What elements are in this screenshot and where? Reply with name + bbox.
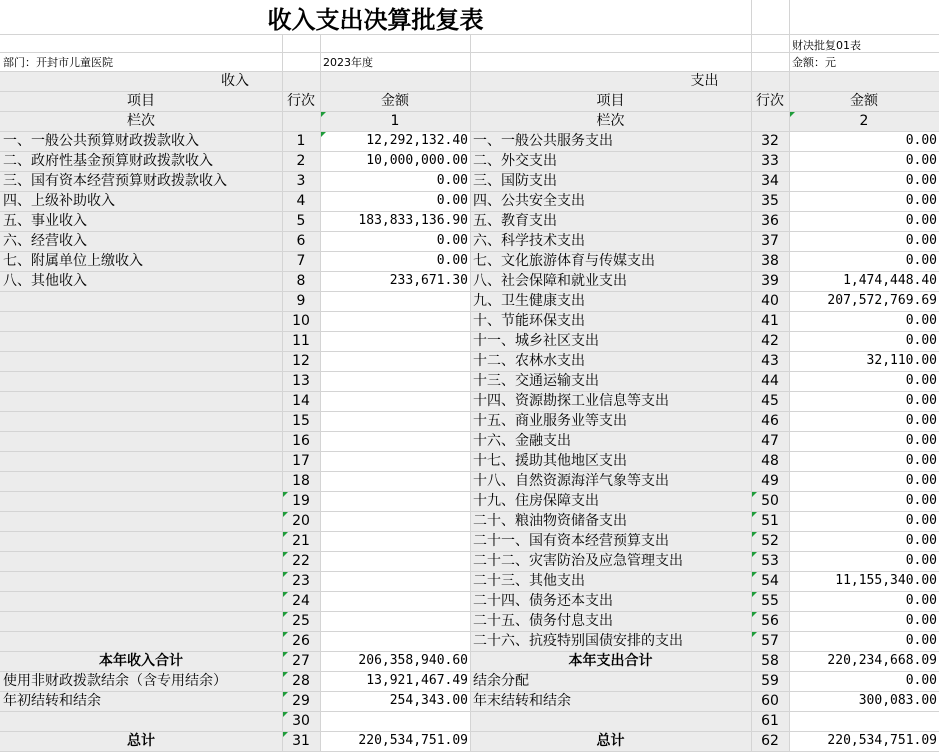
income-item-cell bbox=[0, 571, 282, 591]
expense-rowno-cell: 51 bbox=[761, 513, 779, 529]
expense-item-cell: 十三、交通运输支出 bbox=[473, 373, 599, 389]
income-rowno-cell: 18 bbox=[292, 473, 310, 489]
expense-amount-cell: 0.00 bbox=[905, 233, 937, 248]
income-rowno-cell: 30 bbox=[292, 713, 310, 729]
cell-note-marker bbox=[283, 492, 288, 497]
income-item-cell: 使用非财政拨款结余（含专用结余） bbox=[3, 673, 227, 689]
income-rowno-cell: 8 bbox=[296, 273, 306, 289]
expense-rowno-cell: 57 bbox=[761, 633, 779, 649]
income-rowno-cell: 29 bbox=[292, 693, 310, 709]
income-amount-cell: 206,358,940.60 bbox=[358, 653, 468, 668]
income-rowno-cell: 23 bbox=[292, 573, 310, 589]
income-rowno-cell: 9 bbox=[296, 293, 306, 309]
income-rowno-header: 行次 bbox=[287, 93, 315, 109]
cell-note-marker bbox=[283, 732, 288, 737]
expense-item-cell: 二十五、债务付息支出 bbox=[473, 613, 613, 629]
expense-item-cell: 二十一、国有资本经营预算支出 bbox=[473, 533, 669, 549]
income-section-header: 收入 bbox=[221, 73, 249, 89]
expense-amount-cell: 0.00 bbox=[905, 453, 937, 468]
expense-item-cell: 结余分配 bbox=[473, 673, 529, 689]
income-rowno-cell: 26 bbox=[292, 633, 310, 649]
income-item-cell bbox=[0, 411, 282, 431]
income-item-cell bbox=[0, 451, 282, 471]
income-amount-cell bbox=[320, 471, 470, 491]
expense-item-cell: 二十四、债务还本支出 bbox=[473, 593, 613, 609]
income-amount-cell bbox=[320, 591, 470, 611]
expense-rowno-cell: 61 bbox=[761, 713, 779, 729]
expense-rowno-cell: 54 bbox=[761, 573, 779, 589]
income-item-cell: 六、经营收入 bbox=[3, 233, 87, 249]
income-rowno-cell: 15 bbox=[292, 413, 310, 429]
cell-note-marker bbox=[752, 572, 757, 577]
income-amount-cell bbox=[320, 511, 470, 531]
page-title: 收入支出决算批复表 bbox=[267, 5, 484, 34]
expense-rowno-cell: 52 bbox=[761, 533, 779, 549]
expense-item-cell: 二、外交支出 bbox=[473, 153, 557, 169]
income-amount-cell: 254,343.00 bbox=[389, 693, 468, 708]
expense-amount-cell: 0.00 bbox=[905, 193, 937, 208]
expense-rowno-cell: 46 bbox=[761, 413, 779, 429]
expense-item-cell: 二十六、抗疫特别国债安排的支出 bbox=[473, 633, 683, 649]
expense-rowno-header: 行次 bbox=[756, 93, 784, 109]
income-rowno-cell: 6 bbox=[296, 233, 306, 249]
expense-item-cell: 十六、金融支出 bbox=[473, 433, 571, 449]
expense-item-cell bbox=[470, 711, 751, 731]
income-rowno-cell: 25 bbox=[292, 613, 310, 629]
expense-amount-cell: 0.00 bbox=[905, 173, 937, 188]
expense-amount-cell: 0.00 bbox=[905, 613, 937, 628]
department-label: 部门：开封市儿童医院 bbox=[3, 56, 113, 69]
income-amount-cell: 10,000,000.00 bbox=[366, 153, 468, 168]
income-rowno-cell: 17 bbox=[292, 453, 310, 469]
income-amount-cell: 0.00 bbox=[436, 173, 468, 188]
expense-item-cell: 十、节能环保支出 bbox=[473, 313, 585, 329]
expense-rowno-cell: 48 bbox=[761, 453, 779, 469]
income-rowno-cell: 16 bbox=[292, 433, 310, 449]
income-rowno-cell: 24 bbox=[292, 593, 310, 609]
income-item-cell bbox=[0, 331, 282, 351]
expense-amount-header: 金额 bbox=[850, 93, 878, 109]
income-amount-cell bbox=[320, 551, 470, 571]
income-item-cell bbox=[0, 631, 282, 651]
income-amount-cell: 0.00 bbox=[436, 193, 468, 208]
expense-item-cell: 四、公共安全支出 bbox=[473, 193, 585, 209]
income-rowno-cell: 1 bbox=[296, 133, 306, 149]
expense-item-cell: 十九、住房保障支出 bbox=[473, 493, 599, 509]
expense-item-cell: 十八、自然资源海洋气象等支出 bbox=[473, 473, 669, 489]
expense-item-cell: 十一、城乡社区支出 bbox=[473, 333, 599, 349]
cell-note-marker bbox=[321, 132, 326, 137]
expense-amount-cell: 0.00 bbox=[905, 313, 937, 328]
income-amount-cell: 233,671.30 bbox=[389, 273, 468, 288]
income-rowno-cell: 4 bbox=[296, 193, 306, 209]
income-rowno-cell: 14 bbox=[292, 393, 310, 409]
income-item-cell: 八、其他收入 bbox=[3, 273, 87, 289]
expense-rowno-cell: 36 bbox=[761, 213, 779, 229]
income-rowno-cell: 12 bbox=[292, 353, 310, 369]
income-rowno-cell: 22 bbox=[292, 553, 310, 569]
cell-note-marker bbox=[321, 112, 326, 117]
income-item-cell: 五、事业收入 bbox=[3, 213, 87, 229]
cell-note-marker bbox=[752, 552, 757, 557]
income-item-cell bbox=[0, 531, 282, 551]
expense-amount-cell: 0.00 bbox=[905, 133, 937, 148]
income-item-cell bbox=[0, 511, 282, 531]
expense-rowno-cell: 32 bbox=[761, 133, 779, 149]
expense-rowno-cell: 55 bbox=[761, 593, 779, 609]
income-rowno-cell: 27 bbox=[292, 653, 310, 669]
expense-amount-cell: 1,474,448.40 bbox=[843, 273, 937, 288]
income-rowno-cell: 11 bbox=[292, 333, 310, 349]
income-item-cell: 二、政府性基金预算财政拨款收入 bbox=[3, 153, 213, 169]
cell-note-marker bbox=[283, 632, 288, 637]
expense-rowno-cell: 42 bbox=[761, 333, 779, 349]
expense-lanci-number: 2 bbox=[859, 113, 869, 129]
income-item-cell bbox=[0, 351, 282, 371]
income-rowno-cell: 28 bbox=[292, 673, 310, 689]
expense-rowno-cell: 58 bbox=[761, 653, 779, 669]
expense-item-cell: 三、国防支出 bbox=[473, 173, 557, 189]
income-item-cell bbox=[0, 491, 282, 511]
cell-note-marker bbox=[752, 512, 757, 517]
amount-unit: 金额：元 bbox=[792, 56, 836, 69]
expense-item-cell: 八、社会保障和就业支出 bbox=[473, 273, 627, 289]
expense-amount-cell: 207,572,769.69 bbox=[827, 293, 937, 308]
income-item-cell bbox=[0, 471, 282, 491]
income-amount-cell: 183,833,136.90 bbox=[358, 213, 468, 228]
expense-amount-cell: 0.00 bbox=[905, 633, 937, 648]
expense-amount-cell: 0.00 bbox=[905, 413, 937, 428]
income-item-cell: 四、上级补助收入 bbox=[3, 193, 115, 209]
expense-rowno-cell: 33 bbox=[761, 153, 779, 169]
grid-v-line bbox=[789, 0, 790, 34]
expense-amount-cell: 32,110.00 bbox=[866, 353, 937, 368]
expense-rowno-cell: 62 bbox=[761, 733, 779, 749]
income-amount-cell bbox=[320, 431, 470, 451]
expense-item-cell: 二十二、灾害防治及应急管理支出 bbox=[473, 553, 683, 569]
expense-amount-cell: 0.00 bbox=[905, 533, 937, 548]
income-amount-header: 金额 bbox=[381, 93, 409, 109]
expense-rowno-cell: 47 bbox=[761, 433, 779, 449]
income-amount-cell bbox=[320, 491, 470, 511]
expense-rowno-cell: 35 bbox=[761, 193, 779, 209]
income-amount-cell: 220,534,751.09 bbox=[358, 733, 468, 748]
expense-item-cell: 总计 bbox=[596, 733, 625, 749]
expense-rowno-cell: 43 bbox=[761, 353, 779, 369]
expense-amount-cell: 0.00 bbox=[905, 373, 937, 388]
expense-amount-cell: 220,234,668.09 bbox=[827, 653, 937, 668]
expense-item-cell: 六、科学技术支出 bbox=[473, 233, 585, 249]
expense-section-header: 支出 bbox=[690, 73, 719, 89]
expense-rowno-cell: 38 bbox=[761, 253, 779, 269]
income-amount-cell bbox=[320, 351, 470, 371]
expense-rowno-cell: 59 bbox=[761, 673, 779, 689]
cell-note-marker bbox=[283, 512, 288, 517]
expense-rowno-cell: 45 bbox=[761, 393, 779, 409]
expense-item-cell: 九、卫生健康支出 bbox=[473, 293, 585, 309]
income-rowno-cell: 13 bbox=[292, 373, 310, 389]
income-amount-cell: 12,292,132.40 bbox=[366, 133, 468, 148]
income-amount-cell bbox=[320, 631, 470, 651]
expense-amount-cell: 0.00 bbox=[905, 593, 937, 608]
expense-rowno-cell: 60 bbox=[761, 693, 779, 709]
expense-amount-cell: 0.00 bbox=[905, 333, 937, 348]
expense-amount-cell: 220,534,751.09 bbox=[827, 733, 937, 748]
income-rowno-cell: 3 bbox=[296, 173, 306, 189]
form-number: 财决批复01表 bbox=[792, 39, 861, 52]
income-item-cell: 总计 bbox=[127, 733, 155, 749]
income-item-cell bbox=[0, 711, 282, 731]
income-amount-cell: 0.00 bbox=[436, 233, 468, 248]
income-item-cell bbox=[0, 311, 282, 331]
cell-note-marker bbox=[283, 692, 288, 697]
income-amount-cell bbox=[320, 371, 470, 391]
expense-item-header: 项目 bbox=[596, 93, 625, 109]
expense-item-cell: 二十三、其他支出 bbox=[473, 573, 585, 589]
expense-item-cell: 七、文化旅游体育与传媒支出 bbox=[473, 253, 655, 269]
income-item-cell: 年初结转和结余 bbox=[3, 693, 101, 709]
income-rowno-cell: 31 bbox=[292, 733, 310, 749]
cell-note-marker bbox=[283, 612, 288, 617]
income-item-cell: 三、国有资本经营预算财政拨款收入 bbox=[3, 173, 227, 189]
expense-item-cell: 年末结转和结余 bbox=[473, 693, 571, 709]
cell-note-marker bbox=[790, 112, 795, 117]
cell-note-marker bbox=[752, 532, 757, 537]
income-item-cell bbox=[0, 391, 282, 411]
cell-note-marker bbox=[752, 492, 757, 497]
cell-note-marker bbox=[283, 552, 288, 557]
cell-note-marker bbox=[752, 612, 757, 617]
income-amount-cell bbox=[320, 311, 470, 331]
expense-rowno-cell: 37 bbox=[761, 233, 779, 249]
income-amount-cell bbox=[320, 571, 470, 591]
cell-note-marker bbox=[283, 672, 288, 677]
income-item-cell: 一、一般公共预算财政拨款收入 bbox=[3, 133, 199, 149]
income-rowno-cell: 7 bbox=[296, 253, 306, 269]
income-amount-cell: 13,921,467.49 bbox=[366, 673, 468, 688]
expense-amount-cell: 300,083.00 bbox=[858, 693, 937, 708]
expense-amount-cell: 0.00 bbox=[905, 253, 937, 268]
grid-v-line bbox=[751, 0, 752, 34]
income-lanci-number: 1 bbox=[390, 113, 400, 129]
income-amount-cell bbox=[320, 711, 470, 731]
expense-amount-cell: 0.00 bbox=[905, 673, 937, 688]
fiscal-year: 2023年度 bbox=[323, 56, 373, 69]
expense-item-cell: 本年支出合计 bbox=[568, 653, 653, 669]
expense-item-cell: 二十、粮油物资储备支出 bbox=[473, 513, 627, 529]
cell-note-marker bbox=[283, 592, 288, 597]
income-rowno-cell: 19 bbox=[292, 493, 310, 509]
cell-note-marker bbox=[283, 712, 288, 717]
expense-item-cell: 五、教育支出 bbox=[473, 213, 557, 229]
income-item-cell: 本年收入合计 bbox=[99, 653, 183, 669]
expense-rowno-cell: 39 bbox=[761, 273, 779, 289]
expense-rowno-cell: 40 bbox=[761, 293, 779, 309]
cell-note-marker bbox=[283, 652, 288, 657]
expense-amount-cell: 0.00 bbox=[905, 433, 937, 448]
expense-amount-cell: 0.00 bbox=[905, 513, 937, 528]
expense-rowno-cell: 53 bbox=[761, 553, 779, 569]
expense-item-cell: 十五、商业服务业等支出 bbox=[473, 413, 627, 429]
expense-amount-cell: 0.00 bbox=[905, 213, 937, 228]
income-amount-cell bbox=[320, 391, 470, 411]
income-lanci-label: 栏次 bbox=[127, 113, 155, 129]
expense-rowno-cell: 34 bbox=[761, 173, 779, 189]
expense-item-cell: 十四、资源勘探工业信息等支出 bbox=[473, 393, 669, 409]
expense-amount-cell: 11,155,340.00 bbox=[835, 573, 937, 588]
income-amount-cell bbox=[320, 531, 470, 551]
income-item-cell bbox=[0, 371, 282, 391]
income-rowno-cell: 5 bbox=[296, 213, 306, 229]
expense-rowno-cell: 49 bbox=[761, 473, 779, 489]
expense-rowno-cell: 44 bbox=[761, 373, 779, 389]
expense-lanci-label: 栏次 bbox=[596, 113, 625, 129]
income-item-cell: 七、附属单位上缴收入 bbox=[3, 253, 143, 269]
expense-rowno-cell: 56 bbox=[761, 613, 779, 629]
income-item-cell bbox=[0, 611, 282, 631]
income-amount-cell bbox=[320, 611, 470, 631]
expense-amount-cell: 0.00 bbox=[905, 473, 937, 488]
income-rowno-cell: 10 bbox=[292, 313, 310, 329]
income-amount-cell: 0.00 bbox=[436, 253, 468, 268]
income-item-cell bbox=[0, 551, 282, 571]
income-item-header: 项目 bbox=[127, 93, 155, 109]
expense-amount-cell bbox=[789, 711, 939, 731]
income-amount-cell bbox=[320, 291, 470, 311]
income-amount-cell bbox=[320, 411, 470, 431]
expense-amount-cell: 0.00 bbox=[905, 553, 937, 568]
income-amount-cell bbox=[320, 331, 470, 351]
expense-item-cell: 十七、援助其他地区支出 bbox=[473, 453, 627, 469]
income-item-cell bbox=[0, 291, 282, 311]
expense-amount-cell: 0.00 bbox=[905, 393, 937, 408]
expense-rowno-cell: 50 bbox=[761, 493, 779, 509]
cell-note-marker bbox=[752, 632, 757, 637]
income-amount-cell bbox=[320, 451, 470, 471]
income-rowno-cell: 20 bbox=[292, 513, 310, 529]
cell-note-marker bbox=[283, 532, 288, 537]
expense-item-cell: 一、一般公共服务支出 bbox=[473, 133, 613, 149]
expense-amount-cell: 0.00 bbox=[905, 493, 937, 508]
expense-item-cell: 十二、农林水支出 bbox=[473, 353, 585, 369]
cell-note-marker bbox=[283, 572, 288, 577]
income-item-cell bbox=[0, 431, 282, 451]
expense-amount-cell: 0.00 bbox=[905, 153, 937, 168]
expense-rowno-cell: 41 bbox=[761, 313, 779, 329]
income-rowno-cell: 2 bbox=[296, 153, 306, 169]
cell-note-marker bbox=[752, 592, 757, 597]
income-rowno-cell: 21 bbox=[292, 533, 310, 549]
income-item-cell bbox=[0, 591, 282, 611]
